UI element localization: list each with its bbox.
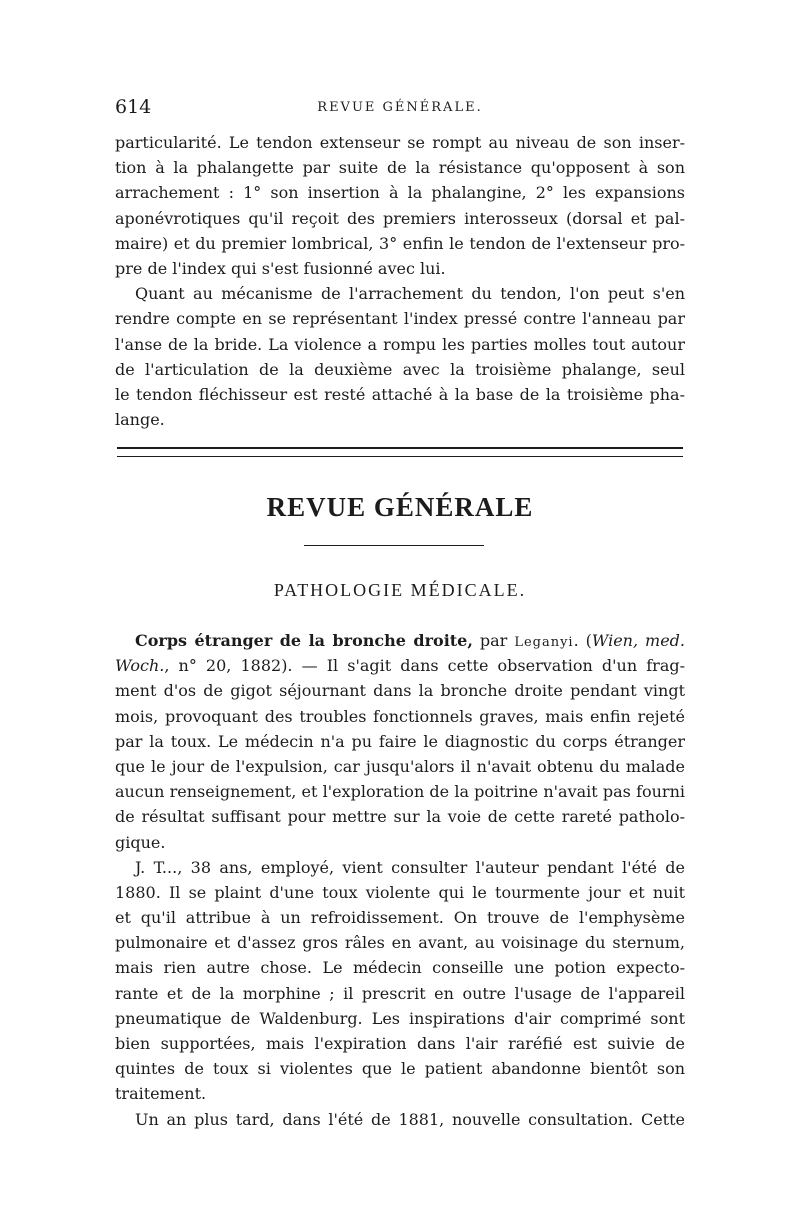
page-number: 614 xyxy=(115,96,152,118)
text-line: que le jour de l'expulsion, car jusqu'alors il n'avait obtenu du malade xyxy=(115,756,685,776)
text-line: aponévrotiques qu'il reçoit des premiers interosseux (dorsal et pal- xyxy=(115,208,685,228)
text-line: pneumatique de Waldenburg. Les inspirations d'air comprimé sont xyxy=(115,1008,685,1028)
text-line: bien supportées, mais l'expiration dans l'air raréfié est suivie de xyxy=(115,1034,685,1053)
running-title: REVUE GÉNÉRALE. xyxy=(317,100,483,115)
text-line: de résultat suffisant pour mettre sur la voie de cette rareté patholo- xyxy=(115,807,685,827)
text-line: particularité. Le tendon extenseur se rompt au niveau de son inser- xyxy=(115,133,685,152)
running-head xyxy=(115,96,685,120)
text-line: Quant au mécanisme de l'arrachement du tendon, l'on peut s'en xyxy=(135,284,685,304)
text-line: mois, provoquant des troubles fonctionnels graves, mais enfin rejeté xyxy=(115,706,685,726)
text-line: rante et de la morphine ; il prescrit en outre l'usage de l'appareil xyxy=(115,983,685,1003)
article-heading-line xyxy=(115,628,685,653)
text-line: rendre compte en se représentant l'index pressé contre l'anneau par xyxy=(115,309,685,329)
text-line: mais rien autre chose. Le médecin conseille une potion expecto- xyxy=(115,958,685,978)
text-line: Un an plus tard, dans l'été de 1881, nouvelle consultation. Cette xyxy=(135,1109,685,1129)
text-line: pulmonaire et d'assez gros râles en avant, au voisinage du sternum, xyxy=(115,933,685,953)
section-divider xyxy=(117,447,683,457)
text-line: lange. xyxy=(115,410,165,430)
article-author: Leganyi xyxy=(514,635,574,650)
text-line: ment d'os de gigot séjournant dans la bronche droite pendant vingt xyxy=(115,681,685,701)
article-by: par xyxy=(472,631,515,650)
text-line: arrachement : 1° son insertion à la phalangine, 2° les expansions xyxy=(115,183,685,203)
text-line: de l'articulation de la deuxième avec la troisième phalange, seul xyxy=(115,359,685,379)
text-line: aucun renseignement, et l'exploration de la poitrine n'avait pas fourni xyxy=(115,782,685,802)
text-line: l'anse de la bride. La violence a rompu les parties molles tout autour xyxy=(115,334,685,354)
text-line: pre de l'index qui s'est fusionné avec lui. xyxy=(115,258,446,278)
article-body xyxy=(115,628,685,1132)
text-line: quintes de toux si violentes que le patient abandonne bientôt son xyxy=(115,1059,685,1079)
journal-name: Wien, med. xyxy=(591,631,685,650)
text-line: gique. xyxy=(115,832,166,852)
text-line: J. T..., 38 ans, employé, vient consulter l'auteur pendant l'été de xyxy=(135,857,685,877)
previous-article-text xyxy=(115,130,685,432)
text-line: par la toux. Le médecin n'a pu faire le diagnostic du corps étranger xyxy=(115,731,685,751)
text-line: et qu'il attribue à un refroidissement. On trouve de l'emphysème xyxy=(115,908,685,928)
text-line: tion à la phalangette par suite de la résistance qu'opposent à son xyxy=(115,158,685,178)
text-line: traitement. xyxy=(115,1084,207,1104)
text-line: maire) et du premier lombrical, 3° enfin le tendon de l'extenseur pro- xyxy=(115,233,685,253)
subsection-title: PATHOLOGIE MÉDICALE. xyxy=(273,580,527,600)
citation-open: . ( xyxy=(573,631,592,650)
journal-name-cont: Woch. xyxy=(115,656,165,676)
article-heading: Corps étranger de la bronche droite, xyxy=(135,631,473,650)
text-line: 1880. Il se plaint d'une toux violente qui le tourmente jour et nuit xyxy=(115,882,685,902)
article-citation-line xyxy=(115,653,685,678)
citation-rest: , n° 20, 1882). — Il s'agit dans cette observation d'un frag- xyxy=(164,656,685,676)
text-line: le tendon fléchisseur est resté attaché à la base de la troisième pha- xyxy=(115,384,685,404)
title-rule xyxy=(304,545,484,546)
section-title: REVUE GÉNÉRALE xyxy=(266,492,534,522)
